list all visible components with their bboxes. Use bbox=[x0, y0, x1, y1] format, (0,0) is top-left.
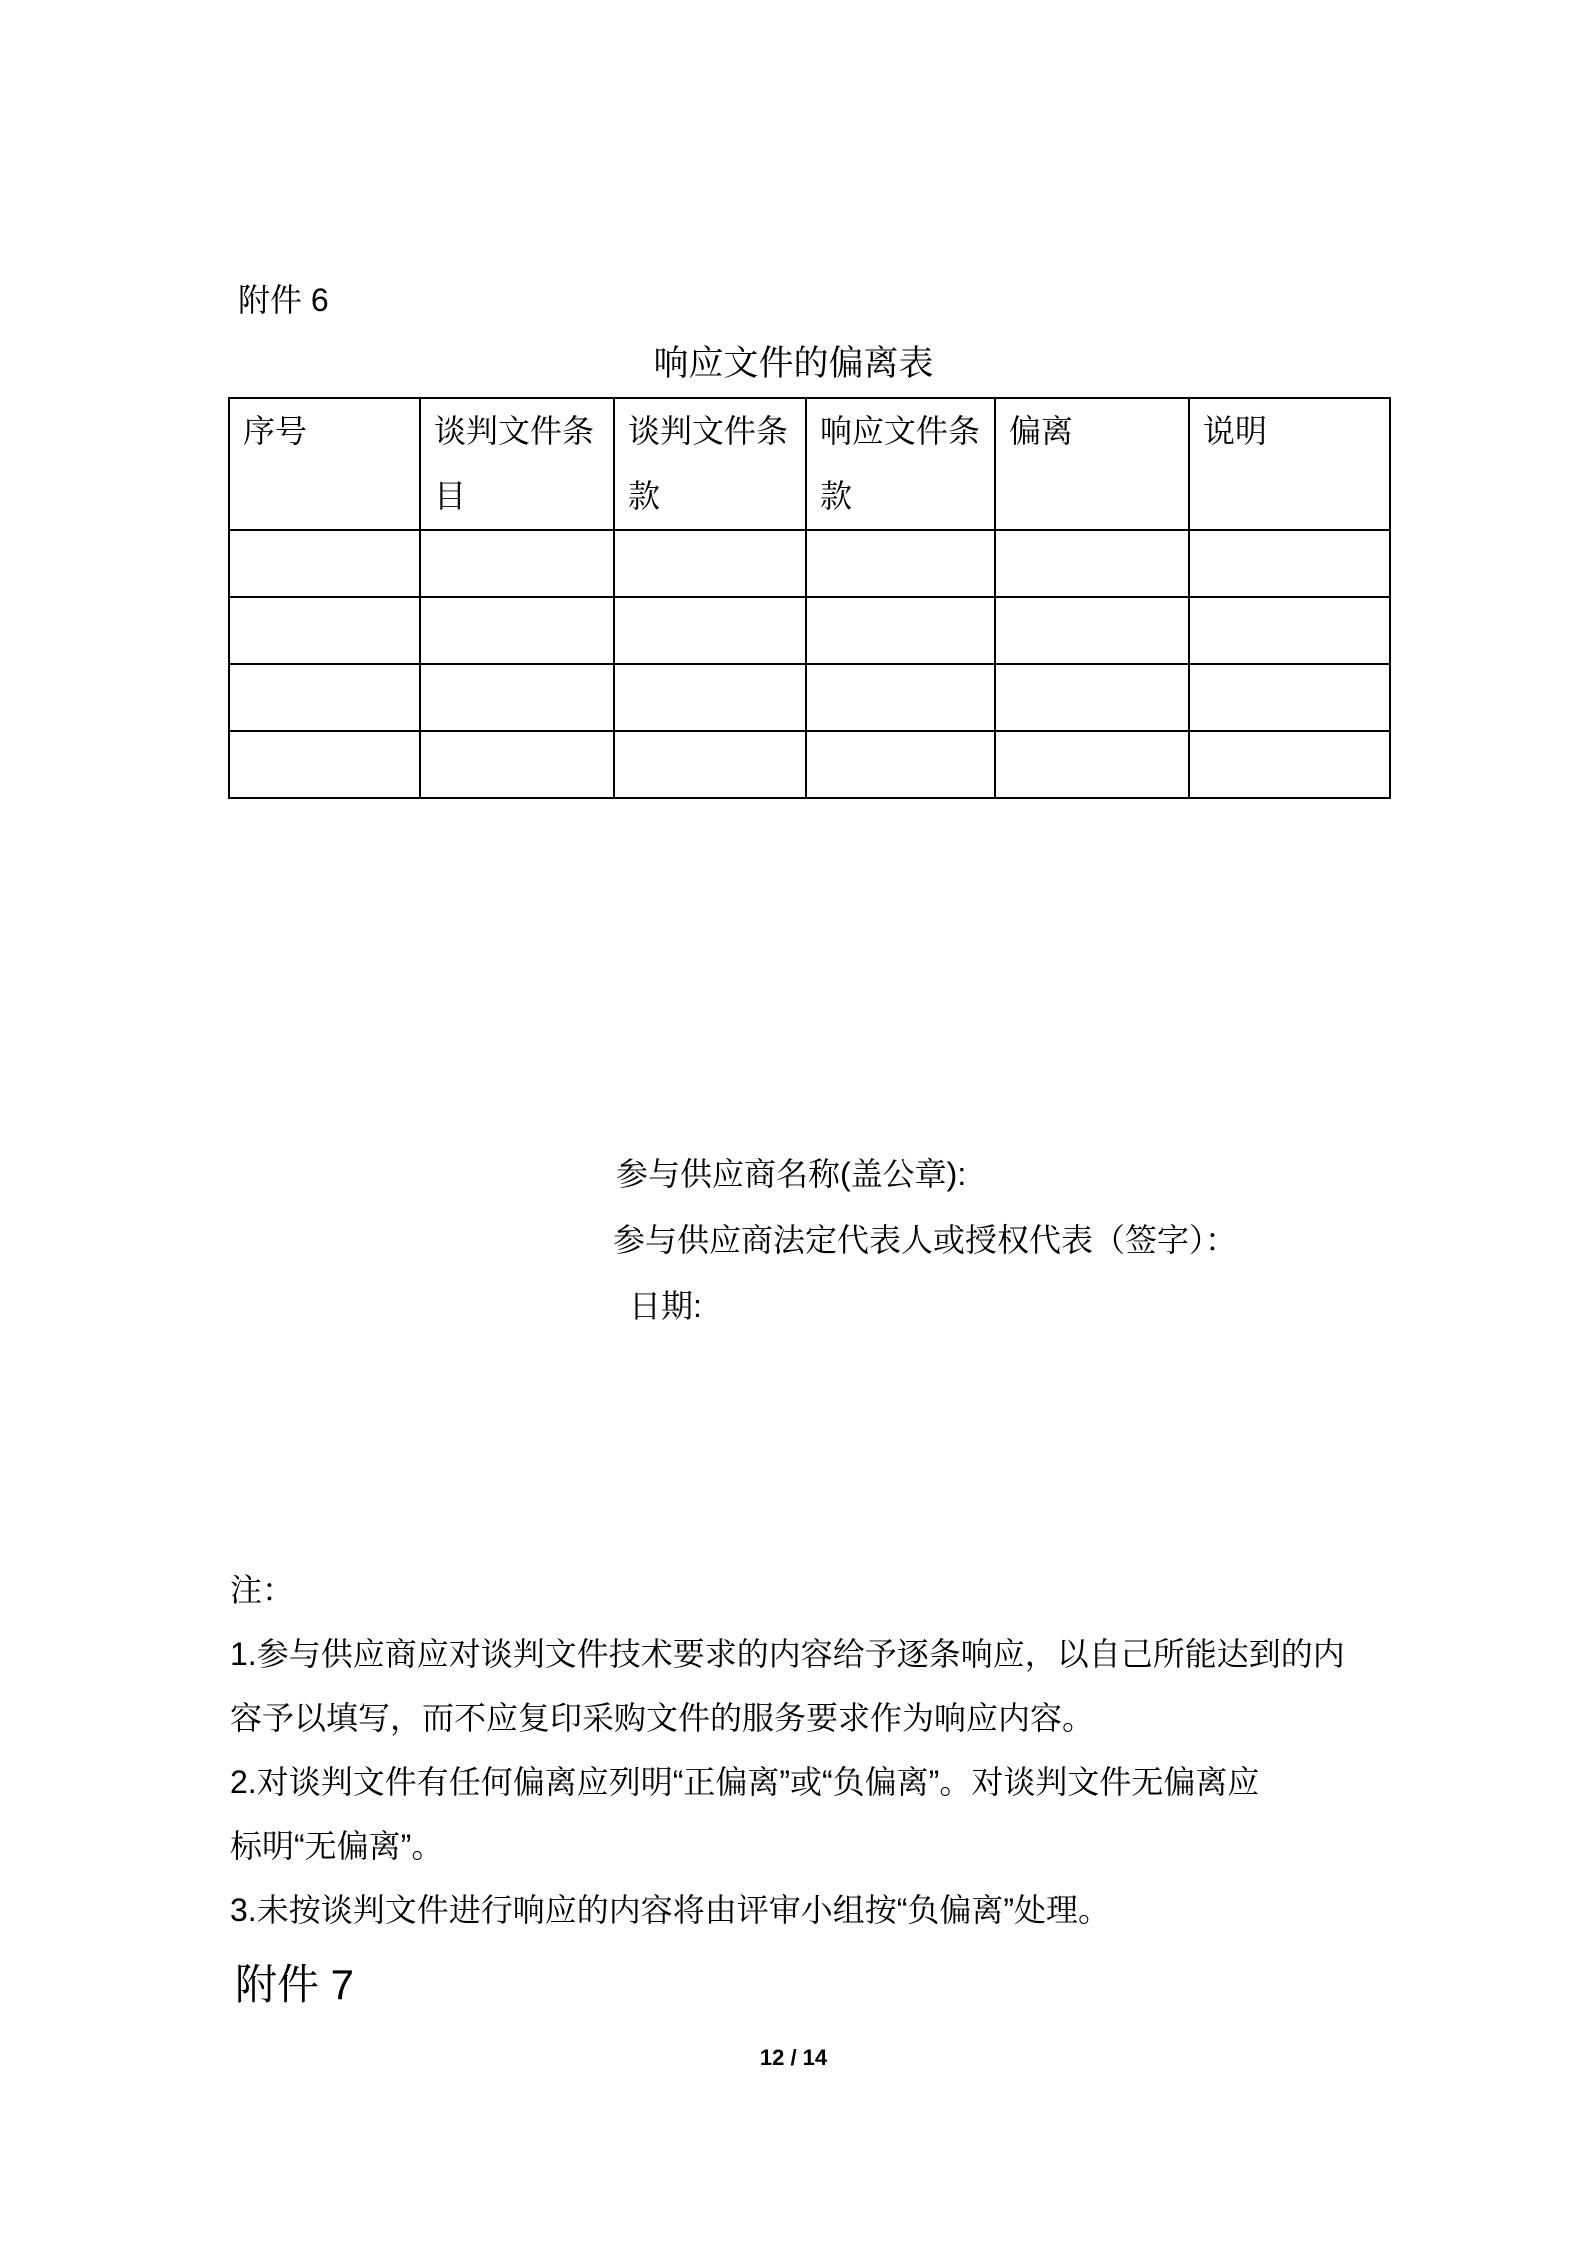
header-cell-negotiation-doc-item: 谈判文件条目 bbox=[420, 398, 614, 530]
table-cell bbox=[1189, 530, 1390, 597]
table-cell bbox=[806, 597, 995, 664]
table-cell bbox=[995, 597, 1189, 664]
notes-block bbox=[230, 1558, 1410, 1942]
notes-label: 注： bbox=[230, 1572, 295, 1608]
header-cell-response-doc-clause: 响应文件条款 bbox=[806, 398, 995, 530]
legal-representative-signature-line: 参与供应商法定代表人或授权代表（签字）： bbox=[613, 1222, 1238, 1258]
table-cell bbox=[420, 664, 614, 731]
note-2-line-1: 2.对谈判文件有任何偏离应列明“正偏离”或“负偏离”。对谈判文件无偏离应 bbox=[230, 1764, 1260, 1800]
deviation-table bbox=[228, 397, 1391, 799]
table-cell bbox=[420, 597, 614, 664]
table-cell bbox=[614, 530, 806, 597]
table-row bbox=[229, 530, 1390, 597]
header-cell-serial-number: 序号 bbox=[229, 398, 420, 530]
date-line: 日期: bbox=[629, 1288, 702, 1324]
table-row bbox=[229, 664, 1390, 731]
table-cell bbox=[614, 664, 806, 731]
attachment-6-heading: 附件 6 bbox=[238, 282, 329, 318]
deviation-table-body bbox=[229, 530, 1390, 798]
table-cell bbox=[806, 530, 995, 597]
supplier-name-seal-line: 参与供应商名称(盖公章): bbox=[616, 1156, 967, 1192]
signature-block bbox=[613, 1141, 1237, 1339]
table-cell bbox=[806, 731, 995, 798]
deviation-table-header bbox=[229, 398, 1390, 530]
table-cell bbox=[1189, 731, 1390, 798]
table-cell bbox=[614, 597, 806, 664]
table-cell bbox=[1189, 597, 1390, 664]
table-cell bbox=[229, 530, 420, 597]
attachment-7-heading: 附件 7 bbox=[235, 1961, 355, 2008]
table-cell bbox=[229, 731, 420, 798]
page-number: 12 / 14 bbox=[759, 2045, 828, 2070]
note-1-line-1: 1.参与供应商应对谈判文件技术要求的内容给予逐条响应，以自己所能达到的内 bbox=[230, 1636, 1345, 1672]
deviation-table-title: 响应文件的偏离表 bbox=[653, 344, 934, 383]
header-cell-deviation: 偏离 bbox=[995, 398, 1189, 530]
note-2-line-2: 标明“无偏离”。 bbox=[230, 1828, 444, 1864]
table-cell bbox=[806, 664, 995, 731]
table-cell bbox=[420, 731, 614, 798]
table-cell bbox=[995, 530, 1189, 597]
table-cell bbox=[995, 664, 1189, 731]
table-row bbox=[229, 731, 1390, 798]
header-row bbox=[229, 398, 1390, 530]
table-cell bbox=[1189, 664, 1390, 731]
table-cell bbox=[229, 597, 420, 664]
table-row bbox=[229, 597, 1390, 664]
note-3-line: 3.未按谈判文件进行响应的内容将由评审小组按“负偏离”处理。 bbox=[230, 1892, 1111, 1928]
table-cell bbox=[995, 731, 1189, 798]
table-cell bbox=[614, 731, 806, 798]
header-cell-negotiation-doc-clause: 谈判文件条款 bbox=[614, 398, 806, 530]
note-1-line-2: 容予以填写，而不应复印采购文件的服务要求作为响应内容。 bbox=[230, 1700, 1095, 1736]
table-cell bbox=[229, 664, 420, 731]
header-cell-explanation: 说明 bbox=[1189, 398, 1390, 530]
table-cell bbox=[420, 530, 614, 597]
